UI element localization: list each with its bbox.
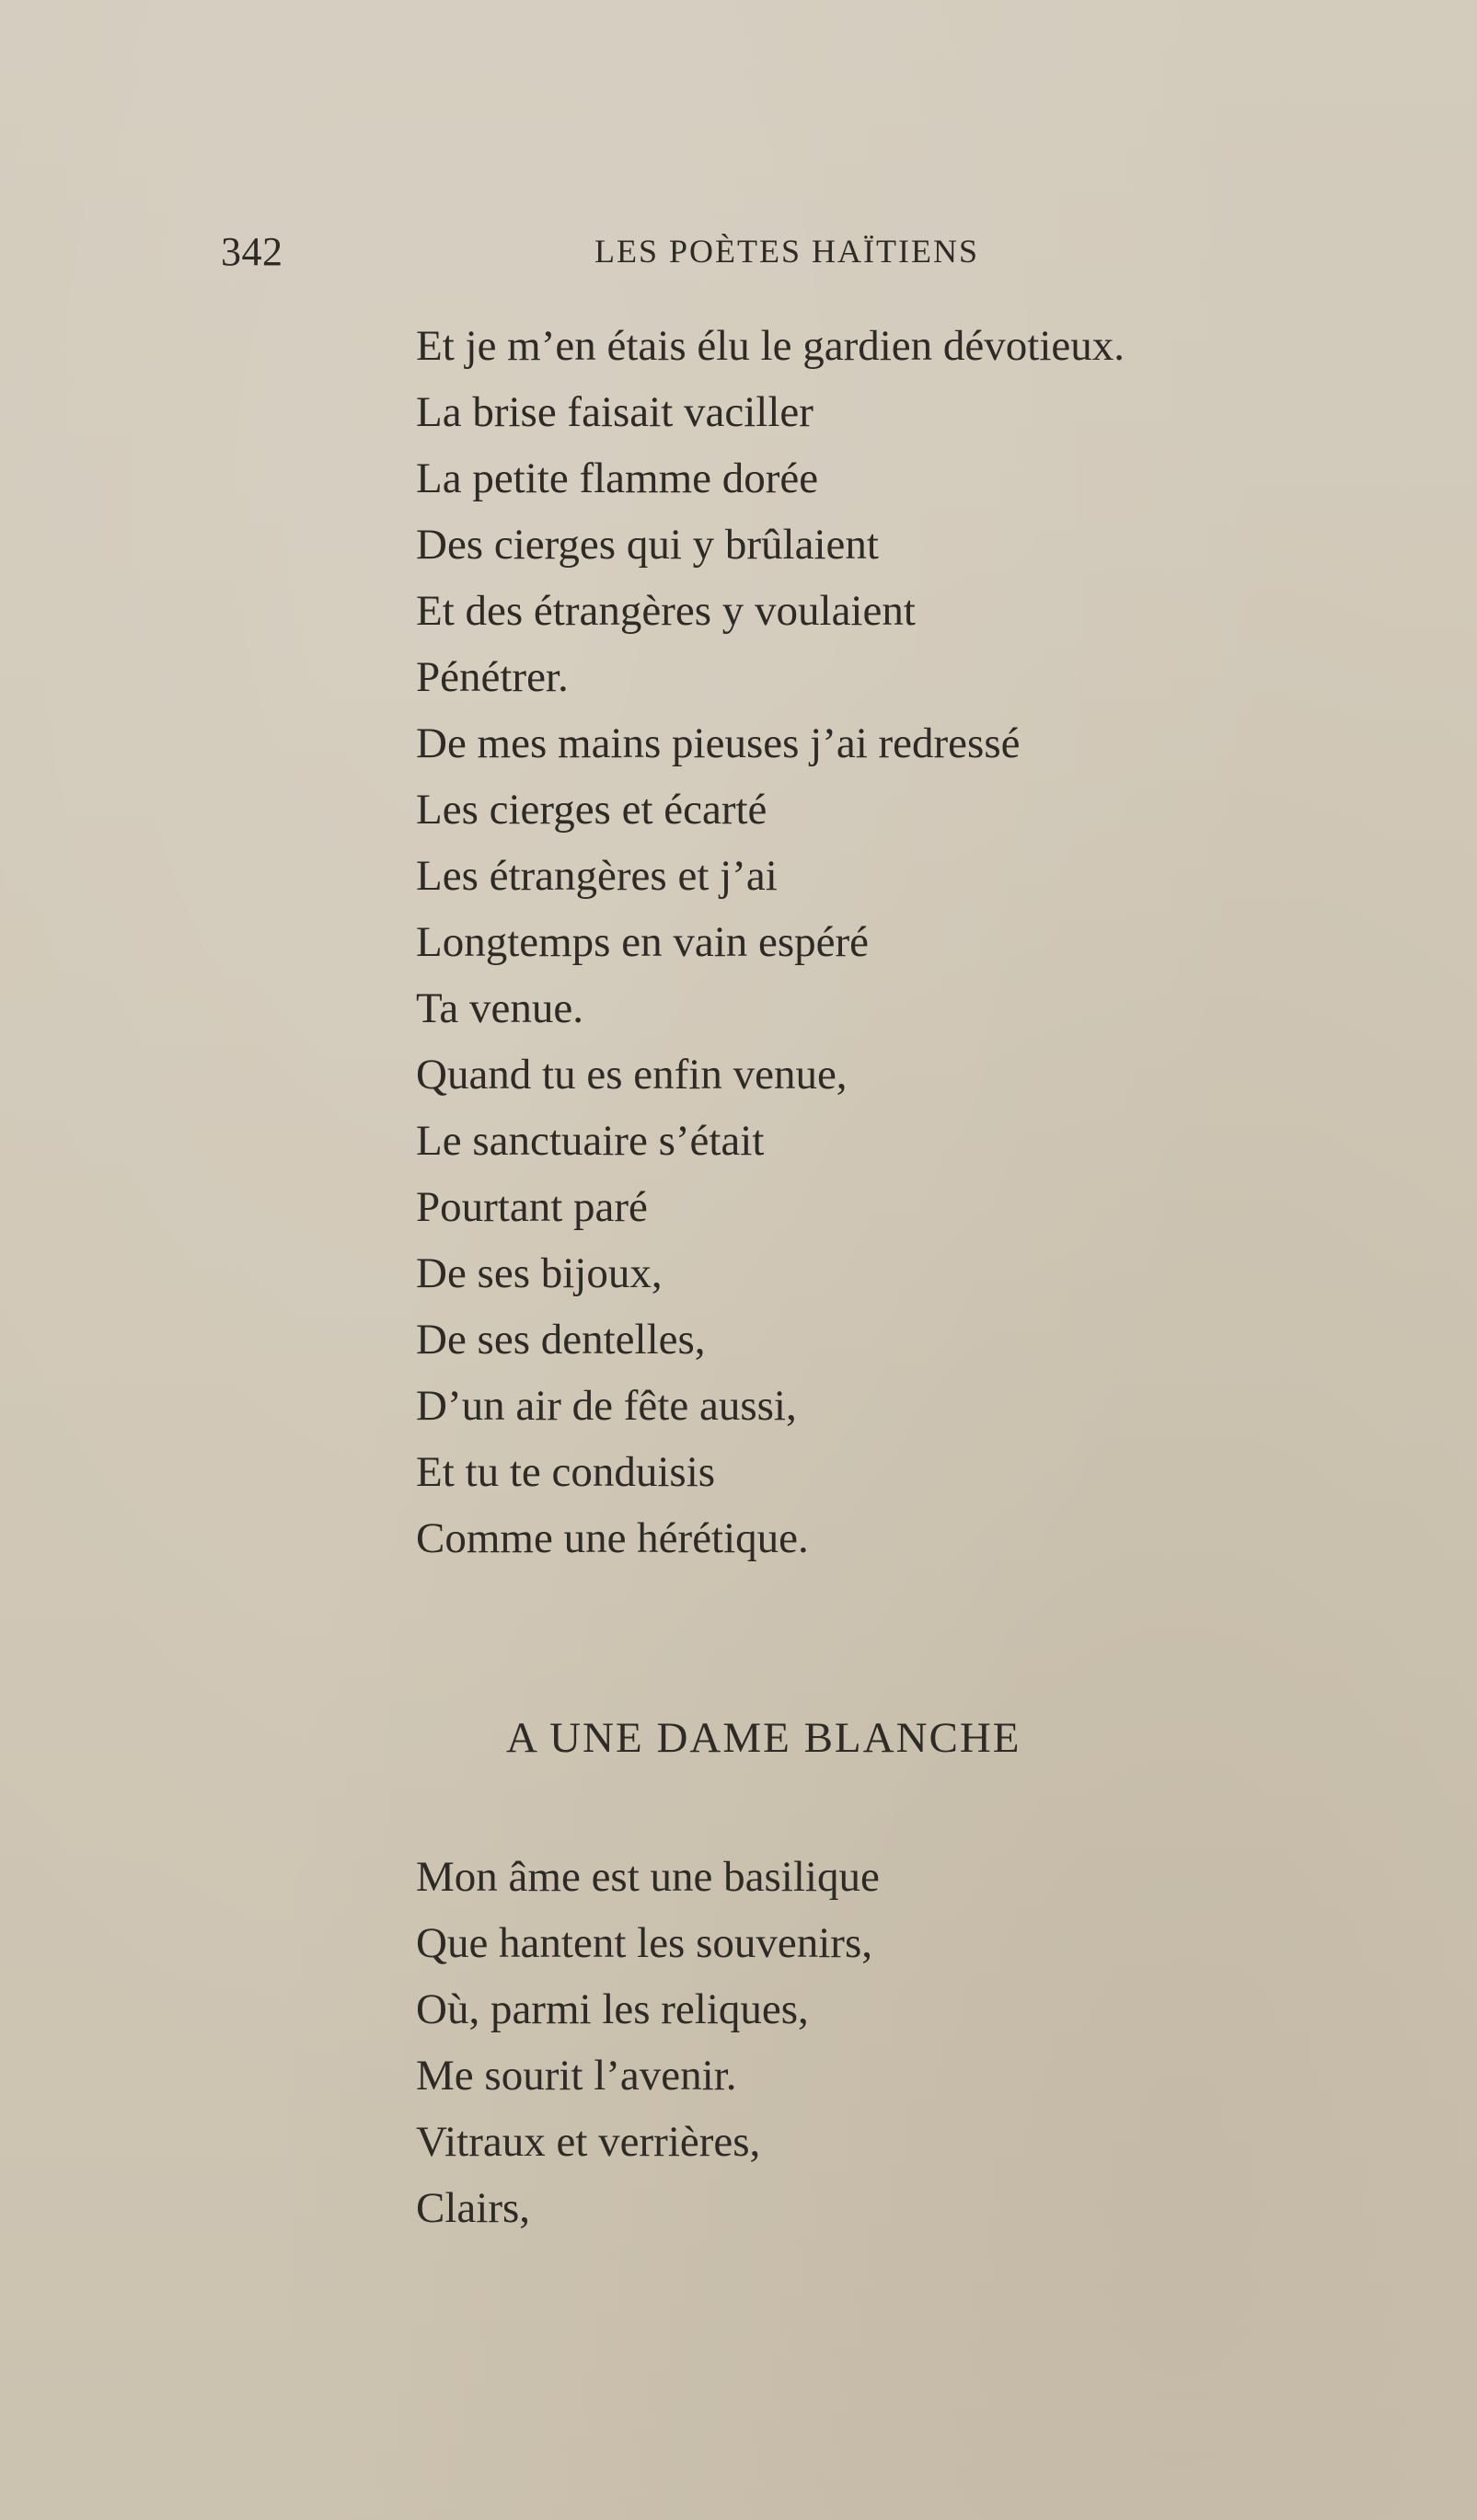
poem-line: Les étrangères et j’ai [416, 852, 778, 900]
poem-title: A UNE DAME BLANCHE [506, 1714, 1021, 1762]
poem-line: Me sourit l’avenir. [416, 2052, 737, 2100]
poem-line: D’un air de fête aussi, [416, 1382, 797, 1430]
poem-line: De ses bijoux, [416, 1249, 663, 1297]
poem-line: Mon âme est une basilique [416, 1853, 880, 1901]
poem-line: Les cierges et écarté [416, 786, 767, 834]
running-head: LES POÈTES HAÏTIENS [594, 233, 979, 270]
poem-line: Et des étrangères y voulaient [416, 587, 916, 635]
poem-line: Des cierges qui y brûlaient [416, 521, 879, 569]
poem-line: Et je m’en étais élu le gardien dévotieux. [416, 322, 1125, 370]
next-poem [416, 1844, 880, 2241]
poem-line: Quand tu es enfin venue, [416, 1051, 848, 1099]
poem-line: Où, parmi les reliques, [416, 1985, 809, 2033]
poem-line: De mes mains pieuses j’ai redressé [416, 719, 1021, 767]
poem-line: Vitraux et verrières, [416, 2118, 761, 2166]
poem-line: Comme une hérétique. [416, 1514, 809, 1562]
poem-line: Longtemps en vain espéré [416, 918, 870, 966]
poem-continuation [416, 313, 1125, 1571]
poem-line: De ses dentelles, [416, 1316, 706, 1364]
poem-line: Pourtant paré [416, 1183, 648, 1231]
poem-line: Le sanctuaire s’était [416, 1117, 765, 1165]
poem-line: La petite flamme dorée [416, 455, 819, 502]
poem-line: Que hantent les souvenirs, [416, 1919, 873, 1967]
poem-line: Et tu te conduisis [416, 1448, 716, 1496]
poem-line: La brise faisait vaciller [416, 388, 814, 436]
poem-line: Ta venue. [416, 984, 584, 1032]
poem-line: Pénétrer. [416, 653, 569, 701]
poem-line: Clairs, [416, 2184, 531, 2232]
page-number: 342 [221, 229, 283, 274]
